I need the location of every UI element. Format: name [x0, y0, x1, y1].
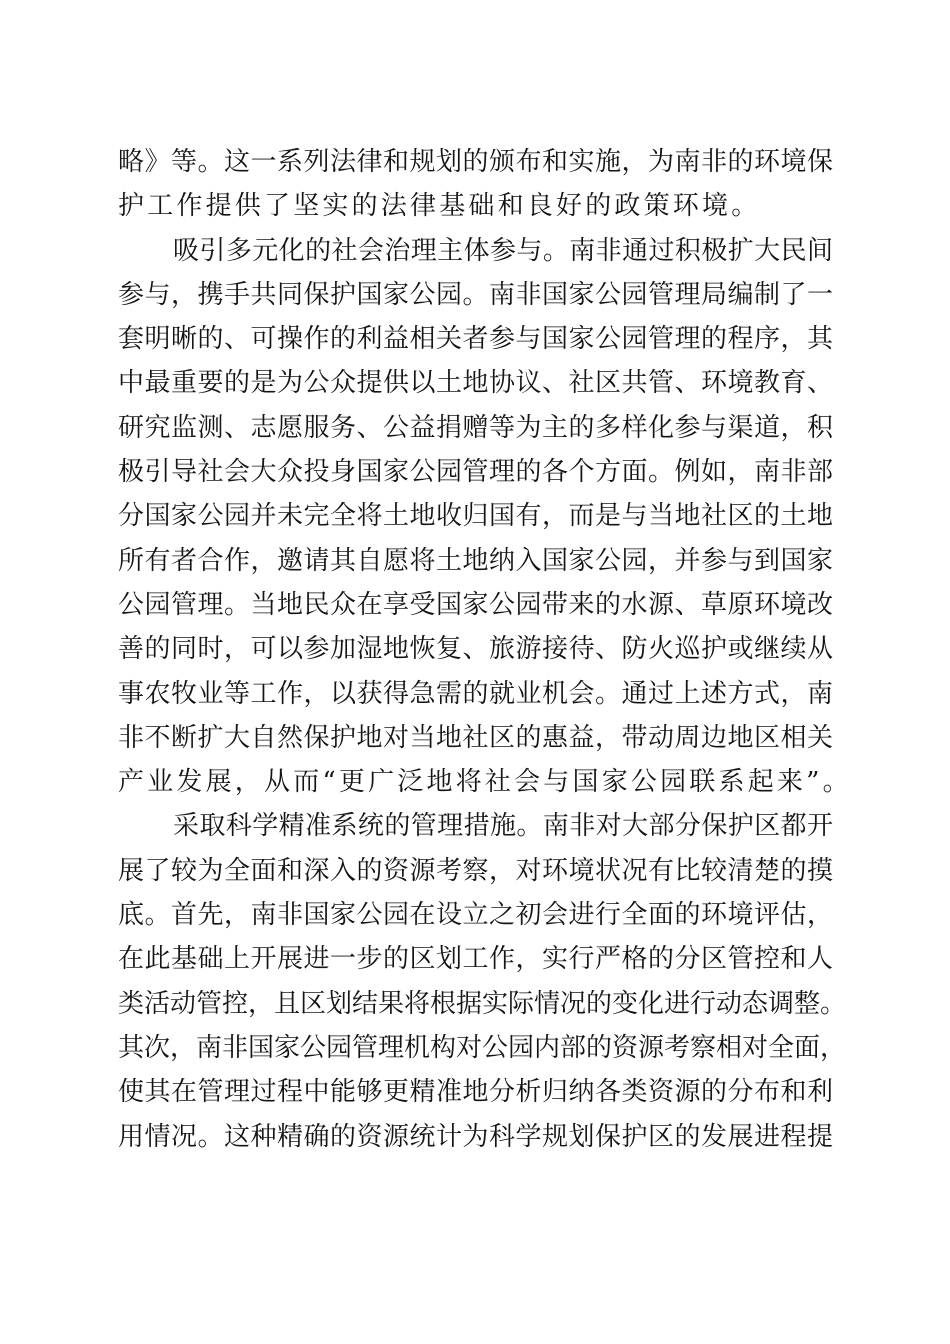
paragraph-first-line: 采取科学精准系统的管理措施。南非对大部分保护区都开: [173, 811, 833, 842]
text-line: 底。首先，南非国家公园在设立之初会进行全面的环境评估，: [118, 900, 833, 931]
text-line: 非不断扩大自然保护地对当地社区的惠益，带动周边地区相关: [118, 722, 833, 753]
text-line: 类活动管控，且区划结果将根据实际情况的变化进行动态调整。: [118, 988, 847, 1019]
text-line: 其次，南非国家公园管理机构对公园内部的资源考察相对全面，: [118, 1032, 847, 1063]
text-line: 所有者合作，邀请其自愿将土地纳入国家公园，并参与到国家: [118, 545, 833, 576]
text-line: 使其在管理过程中能够更精准地分析归纳各类资源的分布和利: [118, 1077, 833, 1108]
text-line: 分国家公园并未完全将土地收归国有，而是与当地社区的土地: [118, 501, 833, 532]
text-line: 事农牧业等工作，以获得急需的就业机会。通过上述方式，南: [118, 678, 833, 709]
text-line: 产业发展，从而“更广泛地将社会与国家公园联系起来”。: [118, 767, 852, 798]
body-text: [118, 140, 852, 1159]
text-line: 中最重要的是为公众提供以土地协议、社区共管、环境教育、: [118, 368, 833, 399]
text-line: 护工作提供了坚实的法律基础和良好的政策环境。: [118, 191, 761, 222]
paragraph-first-line: 吸引多元化的社会治理主体参与。南非通过积极扩大民间: [173, 235, 833, 266]
text-line: 善的同时，可以参加湿地恢复、旅游接待、防火巡护或继续从: [118, 634, 833, 665]
text-line: 研究监测、志愿服务、公益捐赠等为主的多样化参与渠道，积: [118, 412, 833, 443]
text-line: 套明晰的、可操作的利益相关者参与国家公园管理的程序，其: [118, 324, 833, 355]
text-line: 略》等。这一系列法律和规划的颁布和实施，为南非的环境保: [118, 147, 833, 177]
text-line: 展了较为全面和深入的资源考察，对环境状况有比较清楚的摸: [118, 855, 833, 886]
text-line: 极引导社会大众投身国家公园管理的各个方面。例如，南非部: [118, 457, 833, 488]
text-line: 用情况。这种精确的资源统计为科学规划保护区的发展进程提: [118, 1121, 833, 1152]
text-line: 参与，携手共同保护国家公园。南非国家公园管理局编制了一: [118, 279, 833, 310]
text-line: 公园管理。当地民众在享受国家公园带来的水源、草原环境改: [118, 589, 833, 620]
text-line: 在此基础上开展进一步的区划工作，实行严格的分区管控和人: [118, 944, 833, 975]
